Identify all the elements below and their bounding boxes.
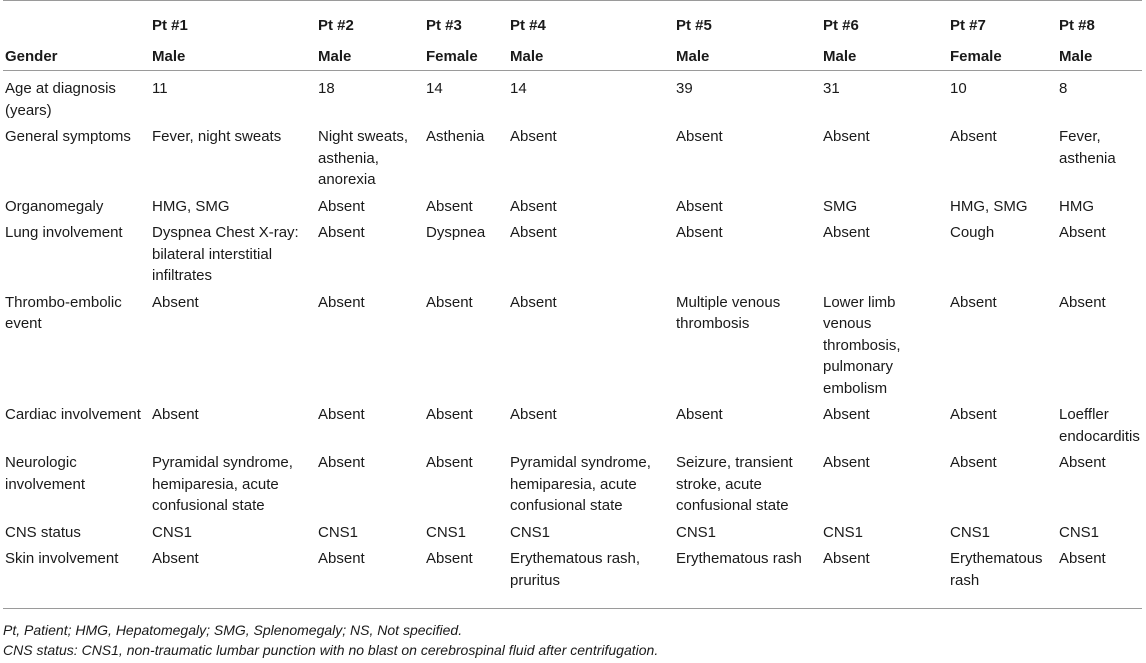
table-cell: Absent: [950, 128, 997, 145]
table-cell: Absent: [823, 550, 870, 567]
row-label: Age at diagnosis (years): [5, 80, 116, 119]
header-patient: Pt #6: [821, 1, 948, 39]
table-row: [3, 548, 1142, 598]
table-row: [3, 222, 1142, 292]
table-cell: Loeffler endocarditis: [1059, 406, 1140, 445]
table-cell: Absent: [823, 406, 870, 423]
table-cell: Absent: [510, 293, 557, 311]
table-cell: Pyramidal syndrome, hemiparesia, acute confusional state: [510, 454, 651, 514]
table-row: [3, 196, 1142, 223]
header-row-patients: [3, 1, 1142, 39]
table-cell: CNS1: [1059, 523, 1100, 541]
header-gender: Male: [150, 38, 316, 71]
table-cell: Absent: [950, 406, 997, 423]
table-cell: Absent: [1059, 224, 1106, 241]
table-cell: Dyspnea: [426, 224, 486, 241]
table-cell: 31: [823, 80, 840, 97]
row-label: Thrombo-embolic event: [5, 293, 122, 332]
table-cell: Absent: [152, 293, 199, 311]
table-cell: Absent: [426, 197, 473, 215]
table-cell: Absent: [318, 224, 365, 241]
table-cell: Absent: [950, 293, 997, 311]
header-corner: [3, 1, 150, 39]
table-cell: HMG, SMG: [152, 197, 230, 215]
row-label: Cardiac involvement: [5, 406, 141, 423]
header-patient: Pt #1: [150, 1, 316, 39]
table-cell: Absent: [510, 406, 557, 423]
table-cell: Absent: [318, 550, 365, 567]
table-cell: Erythematous rash, pruritus: [510, 550, 641, 589]
table-cell: Fever, asthenia: [1059, 128, 1116, 167]
table-cell: Erythematous rash: [950, 550, 1043, 589]
table-row: [3, 522, 1142, 549]
table-cell: Absent: [676, 406, 723, 423]
bottom-rule: [3, 608, 1142, 609]
footnote-cns-status: CNS status: CNS1, non-traumatic lumbar punction with no blast on cerebrospinal fluid after centrifugation.: [3, 642, 659, 658]
row-label: Neurologic involvement: [5, 454, 86, 493]
header-patient: Pt #7: [948, 1, 1057, 39]
row-label: CNS status: [5, 523, 81, 541]
header-gender: Male: [821, 38, 948, 71]
footnote-abbreviations: Pt, Patient; HMG, Hepatomegaly; SMG, Splenomegaly; NS, Not specified.: [3, 622, 463, 638]
table-cell: CNS1: [676, 523, 717, 541]
table-cell: CNS1: [426, 523, 467, 541]
table-cell: Absent: [823, 454, 870, 471]
table-row: [3, 126, 1142, 196]
table-cell: HMG: [1059, 197, 1094, 215]
table-cell: Absent: [510, 224, 557, 241]
gender-label: Gender: [3, 38, 150, 71]
table-cell: Absent: [676, 128, 723, 145]
table-cell: Absent: [510, 128, 557, 145]
header-gender: Male: [674, 38, 821, 71]
table-row: [3, 71, 1142, 127]
table-cell: 14: [510, 80, 527, 97]
header-gender: Male: [508, 38, 674, 71]
table-cell: Absent: [152, 406, 199, 423]
table-cell: 10: [950, 80, 967, 97]
table-cell: 11: [152, 80, 168, 97]
table-cell: Absent: [426, 293, 473, 311]
table-cell: Absent: [426, 454, 473, 471]
table-cell: Absent: [318, 293, 365, 311]
table-cell: CNS1: [510, 523, 551, 541]
table-body: [3, 71, 1142, 599]
table-cell: Absent: [823, 224, 870, 241]
table-cell: Lower limb venous thrombosis, pulmonary embolism: [823, 293, 901, 397]
table-cell: Erythematous rash: [676, 550, 802, 567]
header-gender: Female: [424, 38, 508, 71]
table-cell: 18: [318, 80, 335, 97]
table-cell: Absent: [950, 454, 997, 471]
table-cell: Absent: [510, 197, 557, 215]
header-gender: Female: [948, 38, 1057, 71]
table-cell: 8: [1059, 80, 1068, 97]
header-gender: Male: [1057, 38, 1142, 71]
table-row: [3, 452, 1142, 522]
table-cell: Dyspnea Chest X-ray: bilateral interstitial infiltrates: [152, 224, 299, 284]
table-cell: Absent: [152, 550, 199, 567]
table-cell: Absent: [1059, 454, 1106, 471]
table-cell: CNS1: [823, 523, 864, 541]
header-patient: Pt #8: [1057, 1, 1142, 39]
header-patient: Pt #3: [424, 1, 508, 39]
table-cell: Absent: [1059, 293, 1106, 311]
table-row: [3, 292, 1142, 405]
table-cell: Fever, night sweats: [152, 128, 282, 145]
header-patient: Pt #5: [674, 1, 821, 39]
table-cell: Absent: [426, 550, 473, 567]
header-patient: Pt #2: [316, 1, 424, 39]
table-cell: HMG, SMG: [950, 197, 1028, 215]
table-cell: Pyramidal syndrome, hemiparesia, acute confusional state: [152, 454, 293, 514]
table-cell: Night sweats, asthenia, anorexia: [318, 128, 409, 188]
table-cell: Absent: [318, 197, 365, 215]
table-cell: Absent: [426, 406, 473, 423]
row-label: Lung involvement: [5, 224, 123, 241]
table-cell: Absent: [676, 197, 723, 215]
table-cell: Absent: [318, 454, 365, 471]
table-row: [3, 404, 1142, 452]
table-cell: Absent: [318, 406, 365, 423]
row-label: Organomegaly: [5, 197, 104, 215]
table-cell: Asthenia: [426, 128, 485, 145]
table-cell: Absent: [676, 224, 723, 241]
table-cell: Seizure, transient stroke, acute confusional state: [676, 454, 793, 514]
header-patient: Pt #4: [508, 1, 674, 39]
table-cell: CNS1: [950, 523, 991, 541]
table-cell: Absent: [823, 128, 870, 145]
table-cell: CNS1: [152, 523, 193, 541]
table-cell: Absent: [1059, 550, 1106, 567]
table-cell: Multiple venous thrombosis: [676, 293, 781, 332]
table-cell: SMG: [823, 197, 858, 215]
table-cell: CNS1: [318, 523, 359, 541]
header-row-gender: [3, 38, 1142, 71]
header-gender: Male: [316, 38, 424, 71]
table-cell: Cough: [950, 224, 995, 241]
table-cell: 39: [676, 80, 693, 97]
row-label: General symptoms: [5, 128, 131, 145]
row-label: Skin involvement: [5, 550, 119, 567]
patient-characteristics-table: [3, 0, 1142, 598]
table-cell: 14: [426, 80, 443, 97]
